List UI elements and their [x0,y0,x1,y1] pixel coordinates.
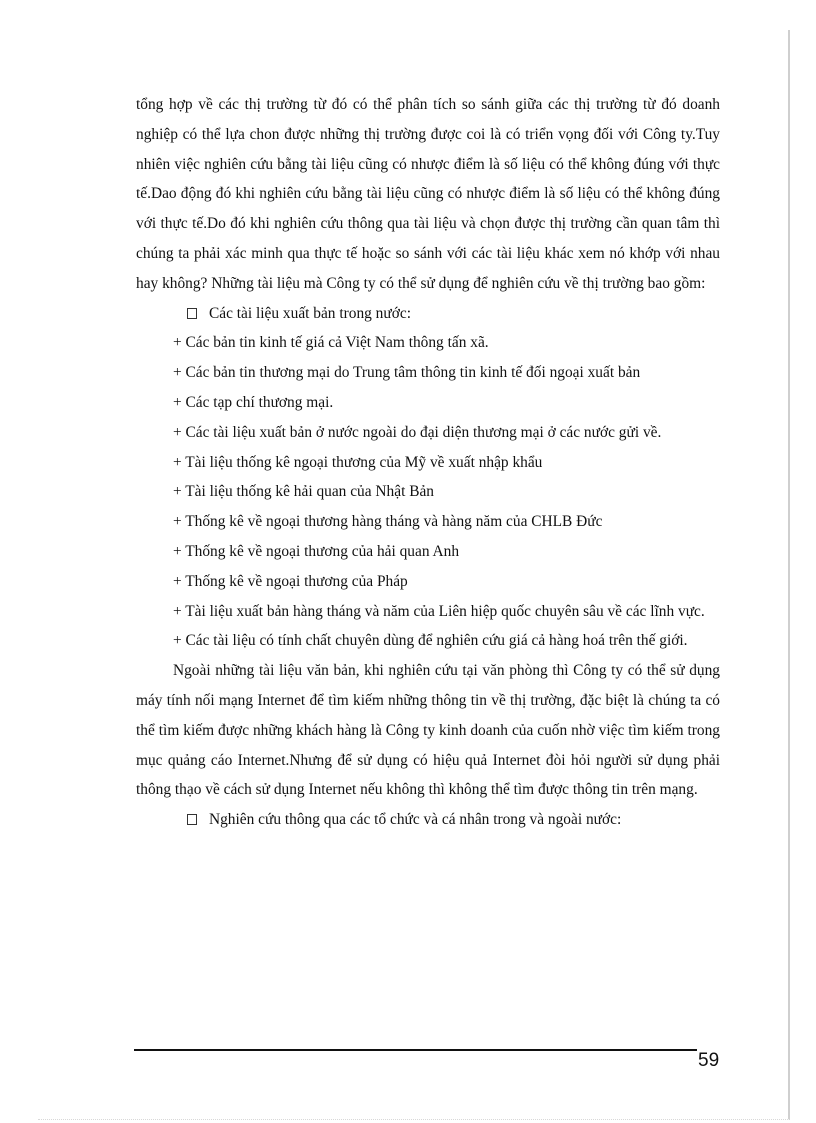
list-item: + Các tài liệu có tính chất chuyên dùng để nghiên cứu giá cả hàng hoá trên thế giới. [173,632,688,650]
list-item: + Thống kê về ngoại thương của hải quan Anh [173,542,460,560]
list-item: + Tài liệu xuất bản hàng tháng và năm của Liên hiệp quốc chuyên sâu về các lĩnh vực. [173,602,705,620]
footer-rule [134,1049,697,1051]
list-item: + Thống kê về ngoại thương của Pháp [173,572,408,590]
list-item: + Tài liệu thống kê hải quan của Nhật Bản [173,483,434,501]
document-body [136,90,720,835]
paragraph-intro: tổng hợp về các thị trường từ đó có thể phân tích so sánh giữa các thị trường từ đó doanh nghiệp có thể lựa chon được những thị trường được coi là có triển vọng đối với Công ty.Tuy nhiên việc nghiên cứu bằng tài liệu cũng có nhược điểm là số liệu có thể không đúng với thực tế.Dao động đó khi nghiên cứu bằng tài liệu cũng có nhược điểm là số liệu có thể không đúng với thực tế.Do đó khi nghiên cứu thông qua tài liệu và chọn được thị trường cần quan tâm thì chúng ta phải xác minh qua thực tế hoặc so sánh với các tài liệu khác xem nó khớp với nhau hay không? Những tài liệu mà Công ty có thể sử dụng để nghiên cứu về thị trường bao gồm: [136,96,720,292]
list-item: + Thống kê về ngoại thương hàng tháng và hàng năm của CHLB Đức [173,513,603,531]
bullet-organizations [136,805,720,835]
checkbox-bullet-icon [187,814,197,825]
bullet-label: Các tài liệu xuất bản trong nước: [209,304,411,322]
page-number: 59 [698,1050,720,1071]
bullet-domestic-docs [136,299,720,329]
list-item: + Các tạp chí thương mại. [173,393,334,411]
list-item: + Các bản tin kinh tế giá cả Việt Nam thông tấn xã. [173,334,489,352]
paragraph-internet: Ngoài những tài liệu văn bản, khi nghiên cứu tại văn phòng thì Công ty có thể sử dụng máy tính nối mạng Internet để tìm kiếm những thông tin về thị trường, đặc biệt là chúng ta có thể tìm kiếm được những khách hàng là Công ty kinh doanh của cuốn nhờ việc tìm kiếm trong mục quảng cáo Internet.Nhưng để sử dụng có hiệu quả Internet đòi hỏi người sử dụng phải thông thạo về cách sử dụng Internet nếu không thì không thể tìm được thông tin trên mạng. [136,662,720,799]
bullet-label: Nghiên cứu thông qua các tổ chức và cá nhân trong và ngoài nước: [209,811,622,829]
list-item: + Các bản tin thương mại do Trung tâm thông tin kinh tế đối ngoại xuất bản [173,364,641,382]
checkbox-bullet-icon [187,308,197,319]
list-item: + Các tài liệu xuất bản ở nước ngoài do đại diện thương mại ở các nước gửi về. [173,423,662,441]
list-item: + Tài liệu thống kê ngoại thương của Mỹ về xuất nhập khẩu [173,453,543,471]
